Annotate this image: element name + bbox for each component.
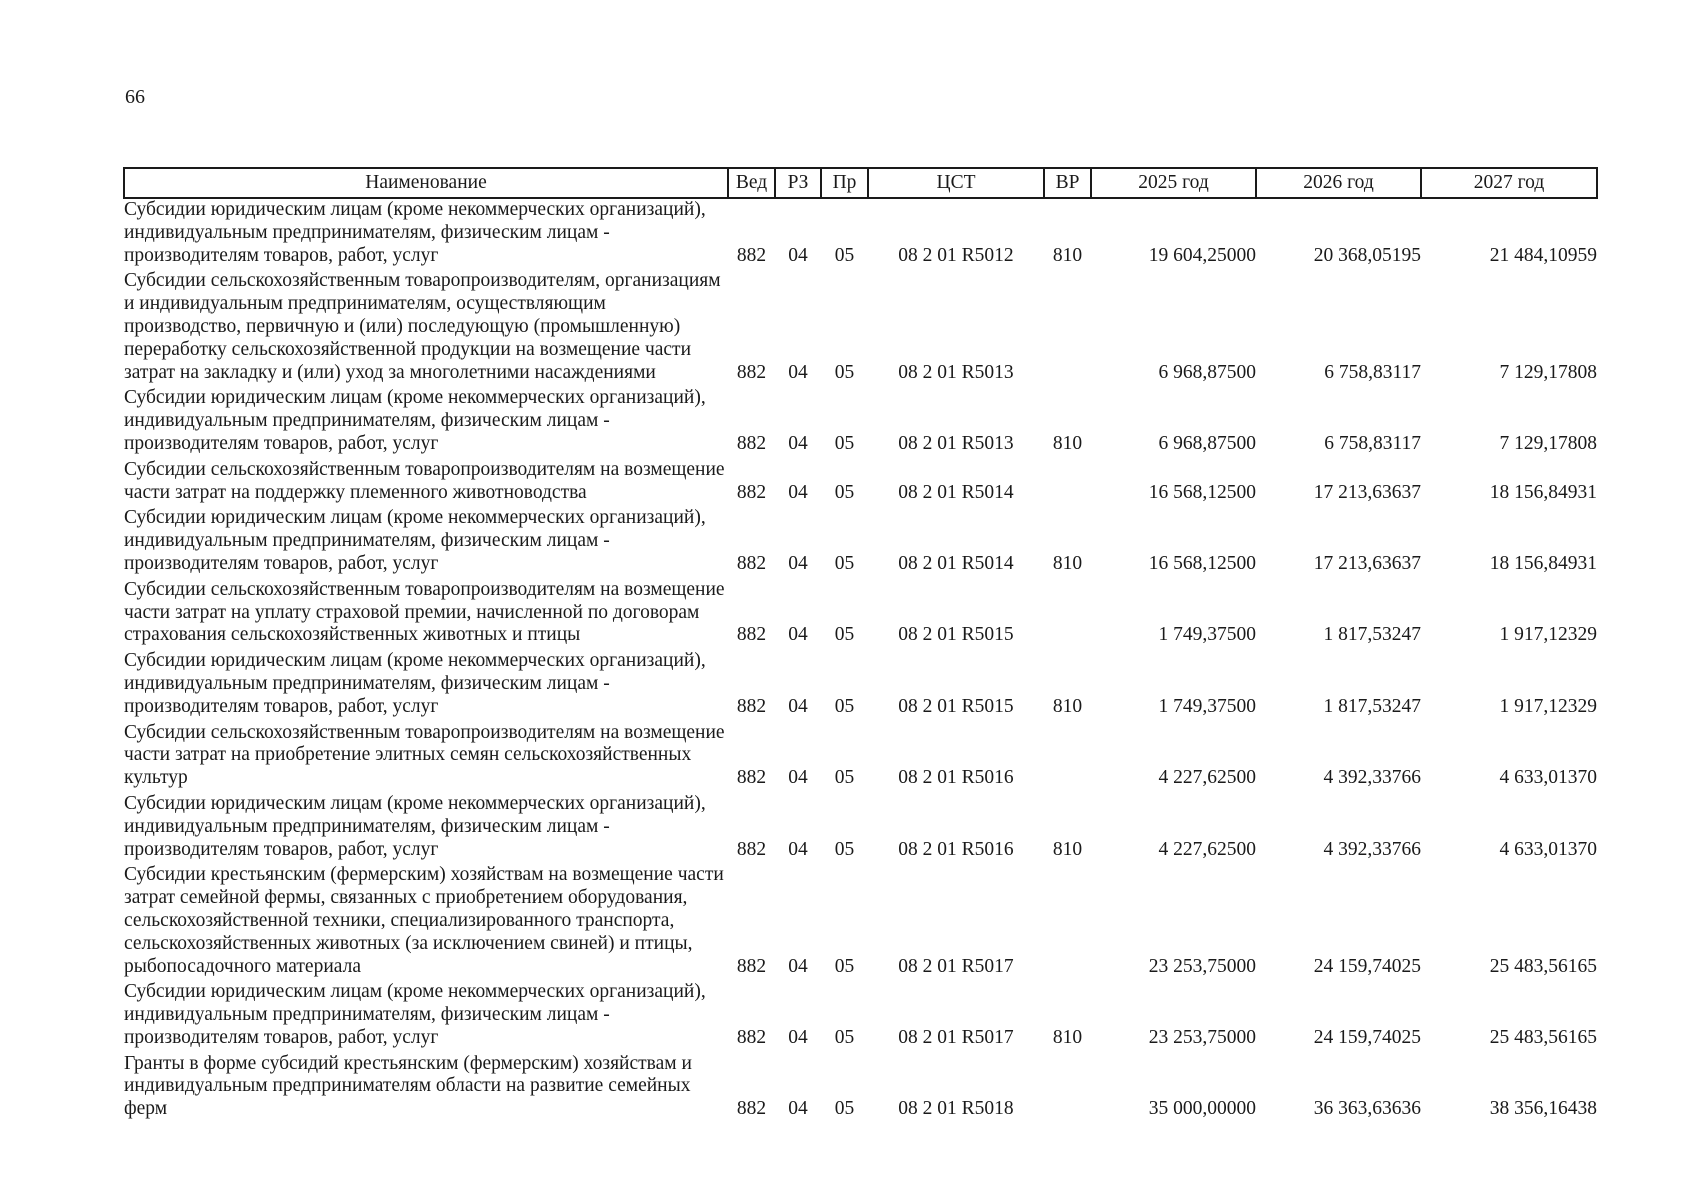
- cell-name: Субсидии сельскохозяйственным товаропроизводителям, организациям и индивидуальным предпринимателям, осуществляющим производство, первичную и (или) последующую (промышленную) переработку сельскохозяйственной продукции на возмещение части затрат на закладку и (или) уход за многолетними насаждениями: [124, 270, 721, 383]
- cell-ved: 882: [736, 361, 767, 383]
- cell-2026: 17 213,63637: [1313, 552, 1421, 574]
- cell-2026: 6 758,83117: [1324, 361, 1421, 383]
- cell-2025: 35 000,00000: [1148, 1098, 1256, 1120]
- cell-rz: 04: [788, 361, 808, 383]
- cell-rz: 04: [788, 552, 808, 574]
- cell-vr: [1044, 270, 1091, 387]
- cell-cst: 08 2 01 R5015: [898, 695, 1014, 717]
- cell-vr: 810: [1052, 695, 1083, 717]
- cell-ved: 882: [736, 244, 767, 266]
- cell-ved: 882: [736, 695, 767, 717]
- cell-pr: 05: [834, 1098, 855, 1120]
- cell-cst: 08 2 01 R5014: [898, 481, 1014, 503]
- cell-cst: 08 2 01 R5015: [898, 624, 1014, 646]
- header-rz: РЗ: [775, 168, 821, 198]
- cell-vr: 810: [1052, 244, 1083, 266]
- cell-name: Субсидии юридическим лицам (кроме некоммерческих организаций), индивидуальным предпринимателям, физическим лицам - производителям товаров, работ, услуг: [124, 792, 706, 860]
- cell-name: Субсидии сельскохозяйственным товаропроизводителям на возмещение части затрат на приобретение элитных семян сельскохозяйственных культур: [124, 721, 725, 789]
- cell-pr: 05: [834, 481, 855, 503]
- cell-ved: 882: [736, 1098, 767, 1120]
- cell-2026: 6 758,83117: [1324, 432, 1421, 454]
- cell-2026: 24 159,74025: [1313, 955, 1421, 977]
- cell-vr: [1044, 459, 1091, 508]
- cell-cst: 08 2 01 R5014: [898, 552, 1014, 574]
- cell-2027: 4 633,01370: [1499, 838, 1597, 860]
- cell-2026: 17 213,63637: [1313, 481, 1421, 503]
- table-row: [124, 981, 1597, 1052]
- header-2026: 2026 год: [1256, 168, 1421, 198]
- cell-rz: 04: [788, 481, 808, 503]
- header-ved: Вед: [728, 168, 775, 198]
- header-vr: ВР: [1044, 168, 1091, 198]
- cell-2025: 4 227,62500: [1158, 838, 1256, 860]
- cell-rz: 04: [788, 624, 808, 646]
- header-pr: Пр: [821, 168, 868, 198]
- cell-2025: 19 604,25000: [1148, 244, 1256, 266]
- cell-pr: 05: [834, 244, 855, 266]
- cell-rz: 04: [788, 838, 808, 860]
- cell-rz: 04: [788, 695, 808, 717]
- cell-2025: 23 253,75000: [1148, 1026, 1256, 1048]
- cell-name: Субсидии юридическим лицам (кроме некоммерческих организаций), индивидуальным предпринимателям, физическим лицам - производителям товаров, работ, услуг: [124, 199, 706, 266]
- cell-cst: 08 2 01 R5016: [898, 767, 1014, 789]
- cell-vr: [1044, 1053, 1091, 1124]
- cell-ved: 882: [736, 838, 767, 860]
- cell-2027: 1 917,12329: [1499, 624, 1597, 646]
- cell-2027: 18 156,84931: [1489, 481, 1597, 503]
- cell-name: Субсидии юридическим лицам (кроме некоммерческих организаций), индивидуальным предпринимателям, физическим лицам - производителям товаров, работ, услуг: [124, 507, 706, 574]
- header-2025: 2025 год: [1091, 168, 1256, 198]
- cell-2027: 25 483,56165: [1489, 1026, 1597, 1048]
- cell-vr: 810: [1052, 1026, 1083, 1048]
- table-row: [124, 459, 1597, 508]
- cell-ved: 882: [736, 1026, 767, 1048]
- table-row: [124, 793, 1597, 864]
- cell-rz: 04: [788, 1026, 808, 1048]
- cell-ved: 882: [736, 552, 767, 574]
- header-cst: ЦСТ: [868, 168, 1044, 198]
- cell-pr: 05: [834, 552, 855, 574]
- table-row: [124, 722, 1597, 793]
- cell-2025: 1 749,37500: [1158, 624, 1256, 646]
- table-row: [124, 1053, 1597, 1124]
- budget-table: [123, 167, 1598, 1124]
- cell-ved: 882: [736, 767, 767, 789]
- cell-cst: 08 2 01 R5012: [898, 244, 1014, 266]
- cell-cst: 08 2 01 R5013: [898, 361, 1014, 383]
- cell-vr: 810: [1052, 432, 1083, 454]
- cell-vr: 810: [1052, 552, 1083, 574]
- table-row: [124, 270, 1597, 387]
- cell-cst: 08 2 01 R5017: [898, 955, 1014, 977]
- cell-2027: 1 917,12329: [1499, 695, 1597, 717]
- cell-2025: 6 968,87500: [1158, 432, 1256, 454]
- cell-name: Субсидии крестьянским (фермерским) хозяйствам на возмещение части затрат семейной фермы, связанных с приобретением оборудования, сельскохозяйственной техники, специализированного транспорта, сельскохозяйственных животных (за исключением свиней) и птицы, рыбопосадочного материала: [124, 864, 724, 977]
- cell-2026: 20 368,05195: [1313, 244, 1421, 266]
- cell-vr: 810: [1052, 838, 1083, 860]
- table-row: [124, 650, 1597, 721]
- cell-name: Субсидии юридическим лицам (кроме некоммерческих организаций), индивидуальным предпринимателям, физическим лицам - производителям товаров, работ, услуг: [124, 650, 706, 717]
- cell-2027: 4 633,01370: [1499, 767, 1597, 789]
- cell-ved: 882: [736, 432, 767, 454]
- cell-name: Гранты в форме субсидий крестьянским (фермерским) хозяйствам и индивидуальным предпринимателям области на развитие семейных ферм: [124, 1052, 692, 1120]
- cell-2025: 16 568,12500: [1148, 481, 1256, 503]
- cell-ved: 882: [736, 624, 767, 646]
- cell-2026: 24 159,74025: [1313, 1026, 1421, 1048]
- cell-2025: 4 227,62500: [1158, 767, 1256, 789]
- cell-vr: [1044, 579, 1091, 650]
- cell-cst: 08 2 01 R5017: [898, 1026, 1014, 1048]
- cell-rz: 04: [788, 1098, 808, 1120]
- cell-ved: 882: [736, 955, 767, 977]
- cell-pr: 05: [834, 1026, 855, 1048]
- cell-2026: 4 392,33766: [1323, 767, 1421, 789]
- header-2027: 2027 год: [1421, 168, 1597, 198]
- cell-cst: 08 2 01 R5018: [898, 1098, 1014, 1120]
- cell-2027: 21 484,10959: [1489, 244, 1597, 266]
- cell-2026: 36 363,63636: [1313, 1098, 1421, 1120]
- cell-pr: 05: [834, 624, 855, 646]
- cell-name: Субсидии юридическим лицам (кроме некоммерческих организаций), индивидуальным предпринимателям, физическим лицам - производителям товаров, работ, услуг: [124, 387, 706, 454]
- table-row: [124, 198, 1597, 270]
- cell-rz: 04: [788, 244, 808, 266]
- cell-2025: 1 749,37500: [1158, 695, 1256, 717]
- cell-ved: 882: [736, 481, 767, 503]
- cell-name: Субсидии сельскохозяйственным товаропроизводителям на возмещение части затрат на уплату страховой премии, начисленной по договорам страхования сельскохозяйственных животных и птицы: [124, 578, 725, 646]
- table-row: [124, 507, 1597, 578]
- cell-rz: 04: [788, 767, 808, 789]
- cell-rz: 04: [788, 955, 808, 977]
- cell-cst: 08 2 01 R5016: [898, 838, 1014, 860]
- cell-2025: 16 568,12500: [1148, 552, 1256, 574]
- cell-2027: 7 129,17808: [1499, 432, 1597, 454]
- cell-2026: 1 817,53247: [1323, 624, 1421, 646]
- cell-pr: 05: [834, 361, 855, 383]
- cell-2027: 7 129,17808: [1499, 361, 1597, 383]
- cell-pr: 05: [834, 695, 855, 717]
- cell-vr: [1044, 722, 1091, 793]
- cell-pr: 05: [834, 955, 855, 977]
- cell-2027: 25 483,56165: [1489, 955, 1597, 977]
- cell-2026: 4 392,33766: [1323, 838, 1421, 860]
- cell-pr: 05: [834, 432, 855, 454]
- cell-2026: 1 817,53247: [1323, 695, 1421, 717]
- cell-2027: 38 356,16438: [1489, 1098, 1597, 1120]
- page-number: 66: [125, 86, 145, 108]
- cell-name: Субсидии юридическим лицам (кроме некоммерческих организаций), индивидуальным предпринимателям, физическим лицам - производителям товаров, работ, услуг: [124, 981, 706, 1048]
- cell-2025: 23 253,75000: [1148, 955, 1256, 977]
- header-name: Наименование: [124, 168, 728, 198]
- cell-name: Субсидии сельскохозяйственным товаропроизводителям на возмещение части затрат на поддержку племенного животноводства: [124, 458, 725, 503]
- table-row: [124, 387, 1597, 458]
- cell-2027: 18 156,84931: [1489, 552, 1597, 574]
- cell-vr: [1044, 864, 1091, 981]
- cell-2025: 6 968,87500: [1158, 361, 1256, 383]
- table-row: [124, 864, 1597, 981]
- table-header-row: [124, 168, 1597, 198]
- cell-pr: 05: [834, 838, 855, 860]
- cell-rz: 04: [788, 432, 808, 454]
- table-row: [124, 579, 1597, 650]
- cell-pr: 05: [834, 767, 855, 789]
- cell-cst: 08 2 01 R5013: [898, 432, 1014, 454]
